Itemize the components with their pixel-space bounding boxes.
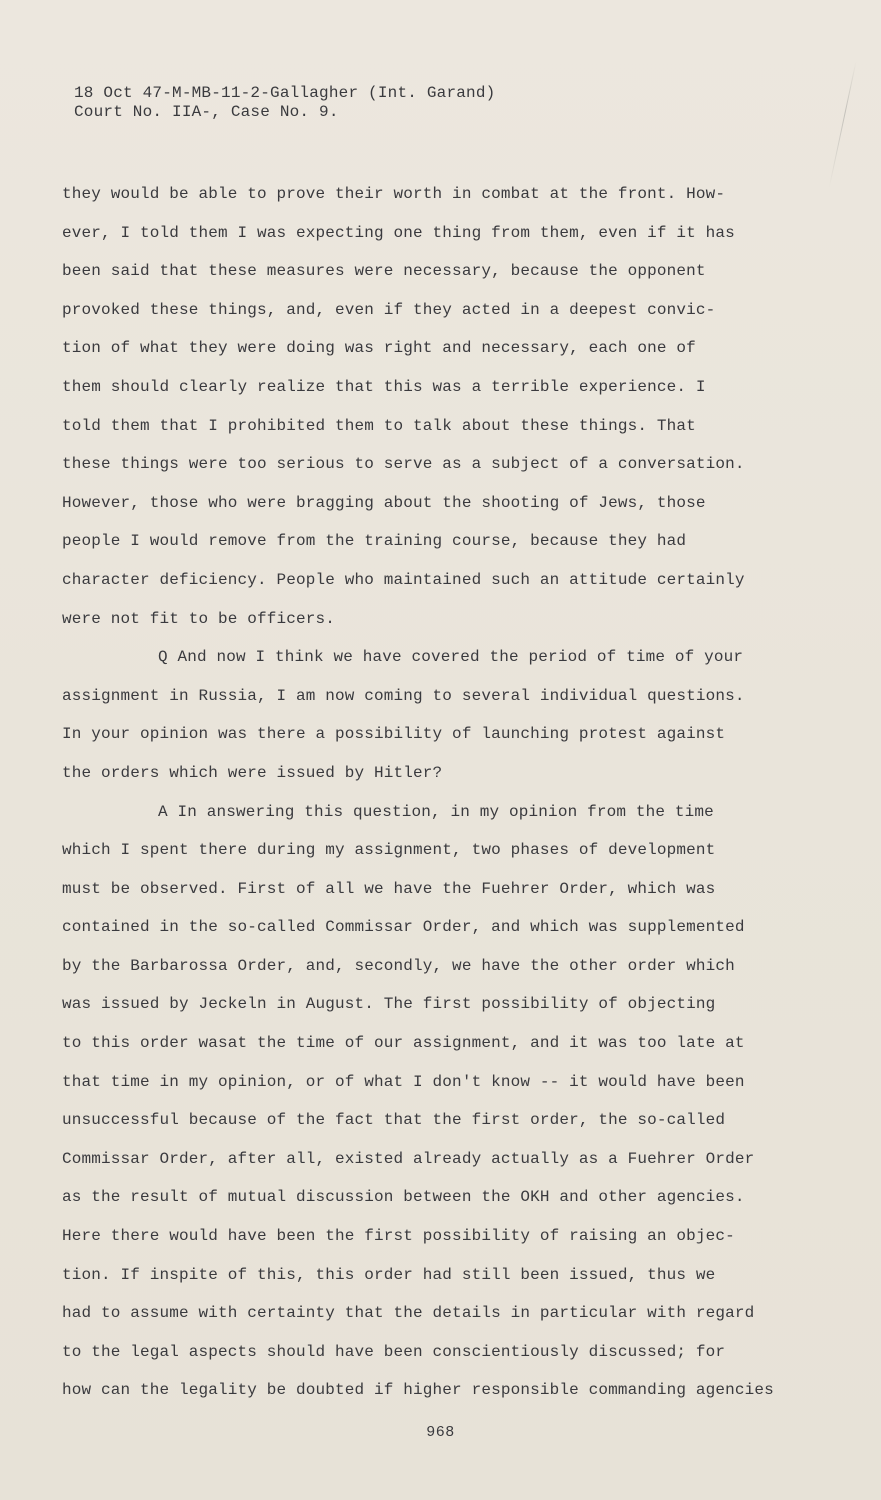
text-line: character deficiency. People who maintained such an attitude certainly	[62, 570, 745, 589]
text-line: to this order wasat the time of our assignment, and it was too late at	[62, 1034, 745, 1053]
text-line: they would be able to prove their worth in combat at the front. How-	[62, 185, 726, 203]
text-line: provoked these things, and, even if they acted in a deepest convic-	[62, 300, 716, 319]
text-line: that time in my opinion, or of what I don't know -- it would have been	[62, 1072, 745, 1091]
paper-scratch-mark	[828, 61, 856, 188]
text-line: how can the legality be doubted if higher responsible commanding agencies	[62, 1381, 774, 1400]
text-line: must be observed. First of all we have the Fuehrer Order, which was	[62, 879, 716, 898]
transcript-body	[62, 183, 774, 1418]
text-line: been said that these measures were necessary, because the opponent	[62, 262, 706, 281]
text-line: assignment in Russia, I am now coming to several individual questions.	[62, 686, 745, 705]
text-line: In your opinion was there a possibility of launching protest against	[62, 725, 726, 744]
question-line: Q And now I think we have covered the period of time of your	[158, 648, 744, 667]
text-line: was issued by Jeckeln in August. The first possibility of objecting	[62, 995, 716, 1014]
text-line: told them that I prohibited them to talk about these things. That	[62, 416, 696, 435]
answer-line: A In answering this question, in my opinion from the time	[158, 802, 714, 821]
text-line: Commissar Order, after all, existed already actually as a Fuehrer Order	[62, 1149, 755, 1168]
text-line: Here there would have been the first possibility of raising an objec-	[62, 1227, 735, 1246]
text-line: tion of what they were doing was right and necessary, each one of	[62, 339, 696, 358]
text-line: had to assume with certainty that the details in particular with regard	[62, 1304, 755, 1323]
text-line: these things were too serious to serve as a subject of a conversation.	[62, 455, 745, 474]
header-line-2: Court No. IIA-, Case No. 9.	[74, 103, 339, 121]
text-line: the orders which were issued by Hitler?	[62, 763, 443, 782]
header-line-1: 18 Oct 47-M-MB-11-2-Gallagher (Int. Garand)	[74, 84, 496, 102]
text-line: to the legal aspects should have been conscientiously discussed; for	[62, 1342, 726, 1361]
text-line: contained in the so-called Commissar Order, and which was supplemented	[62, 918, 745, 937]
text-line: them should clearly realize that this was a terrible experience. I	[62, 377, 706, 396]
text-line: unsuccessful because of the fact that the first order, the so-called	[62, 1111, 726, 1130]
text-line: were not fit to be officers.	[62, 609, 336, 628]
text-line: tion. If inspite of this, this order had still been issued, thus we	[62, 1265, 716, 1284]
text-line: ever, I told them I was expecting one thing from them, even if it has	[62, 223, 735, 242]
text-line: people I would remove from the training course, because they had	[62, 532, 687, 551]
text-line: by the Barbarossa Order, and, secondly, we have the other order which	[62, 956, 735, 975]
text-line: as the result of mutual discussion between the OKH and other agencies.	[62, 1188, 745, 1207]
document-header	[74, 84, 495, 122]
page-number: 968	[426, 1424, 455, 1441]
text-line: However, those who were bragging about the shooting of Jews, those	[62, 493, 706, 512]
text-line: which I spent there during my assignment, two phases of development	[62, 841, 716, 860]
